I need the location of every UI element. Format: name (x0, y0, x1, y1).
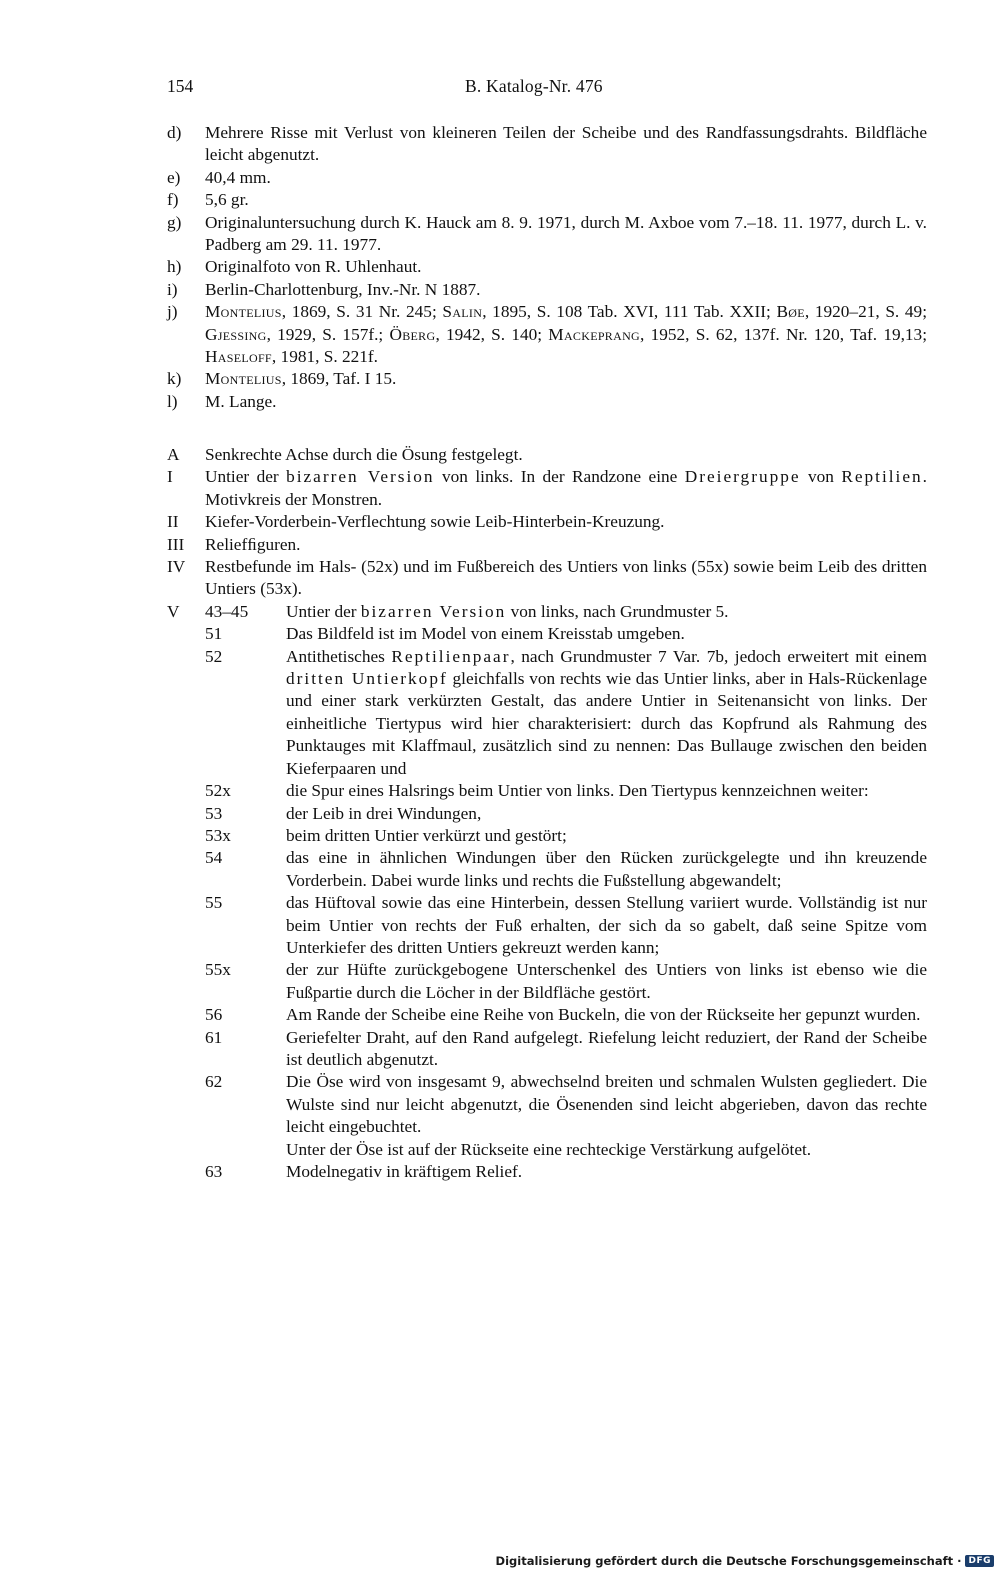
section-IV (167, 556, 927, 601)
motif-text: Modelnegativ in kräftigem Relief. (286, 1162, 523, 1181)
spaced-term: Reptilienpaar (391, 646, 511, 666)
section-V (167, 601, 927, 623)
motif-number: 54 (205, 848, 223, 868)
spaced-term: bizarren Version (360, 601, 507, 621)
entry-e (167, 167, 927, 189)
entry-label: i) (167, 279, 178, 299)
motif-row (205, 601, 927, 623)
motif-row (205, 1027, 927, 1072)
citation: , 1869, S. 31 Nr. 245; (281, 302, 443, 322)
entry-label: d) (167, 123, 182, 142)
entry-text: Originaluntersuchung durch K. Hauck am 8. 9. 1971, durch M. Axboe vom 7.–18. 11. 1977, durch L. v. Padberg am 29. 11. 1977. (205, 212, 927, 255)
spaced-term: Reptilien (841, 467, 923, 487)
motif-number: 51 (205, 624, 223, 644)
text-run: gleichfalls von rechts wie das Untier links, aber in Hals-Rückenlage und einer stark verkürzten Gestalt, das andere Untier in Seitenansicht von links. Der einheitliche Tiertypus wird hier charakterisiert: durch das Kopfrund als Rahmung des Punktauges mit Klaffmaul, zusätzlich sind zu nennen: Das Bullauge zwischen den beiden Kieferpaaren und (286, 669, 927, 778)
section-label: II (167, 512, 179, 532)
motif-row (205, 825, 927, 847)
text-run: . Motivkreis der Monstren. (205, 467, 927, 509)
motif-number: 61 (205, 1027, 223, 1047)
entry-text: Originalfoto von R. Uhlenhaut. (205, 257, 422, 277)
author-name: Mackeprang (548, 324, 641, 344)
text-run: von links, nach Grundmuster 5. (506, 601, 729, 621)
motif-row (205, 1004, 927, 1026)
running-title: B. Katalog-Nr. 476 (465, 76, 603, 96)
entry-j (167, 301, 927, 368)
motif-text: Unter der Öse ist auf der Rückseite eine rechteckige Verstärkung aufgelötet. (286, 1139, 812, 1159)
entry-label: j) (167, 302, 178, 322)
section-text: Reliefﬁguren. (205, 534, 301, 554)
entry-label: g) (167, 212, 182, 232)
citation: , 1981, S. 221f. (271, 347, 378, 367)
spaced-term: dritten Untierkopf (286, 669, 448, 689)
author-name: Salin (442, 302, 483, 322)
entry-text: Mehrere Risse mit Verlust von kleineren Teilen der Scheibe und des Randfassungsdrahts. Bildfläche leicht abgenutzt. (205, 123, 927, 165)
section-text: Senkrechte Achse durch die Ösung festgelegt. (205, 445, 523, 464)
motif-number: 55 (205, 893, 223, 913)
motif-row (205, 803, 927, 825)
section-label: I (167, 467, 173, 487)
author-name: Montelius (205, 302, 282, 322)
motif-text: die Spur eines Halsrings beim Untier von links. Den Tiertypus kennzeichnen weiter: (286, 781, 869, 801)
section-text (205, 466, 927, 511)
motif-row (205, 646, 927, 780)
text-run: von (800, 467, 842, 487)
entry-label: l) (167, 391, 178, 411)
motif-number: 63 (205, 1162, 223, 1181)
citation: , 1929, S. 157f.; (266, 324, 390, 344)
section-I (167, 466, 927, 511)
dfg-logo-icon: DFG (965, 1555, 994, 1567)
entry-l (167, 391, 927, 413)
entry-label: k) (167, 369, 182, 389)
motif-number: 53x (205, 825, 231, 845)
citation: , 1895, S. 108 Tab. XVI, 111 Tab. XXII; (482, 302, 777, 322)
footer-text: Digitalisierung gefördert durch die Deutsche Forschungsgemeinschaft · (495, 1554, 962, 1568)
citation: , 1942, S. 140; (435, 324, 549, 344)
figure-reference (205, 368, 927, 390)
entry-text: 40,4 mm. (205, 167, 271, 187)
motif-number: 55x (205, 960, 231, 980)
section-III (167, 534, 927, 556)
motif-text: das Hüftoval sowie das eine Hinterbein, dessen Stellung variiert wurde. Vollständig ist nur beim Untier von rechts der Fuß erhalten, der sich da so gabelt, daß seine Spitze vom Unterkiefer des dritten Untiers gekreuzt werden kann; (286, 893, 927, 957)
citation: , 1952, S. 62, 137f. Nr. 120, Taf. 19,13; (640, 324, 928, 344)
text-run: Untier der (286, 601, 361, 621)
entry-label: h) (167, 257, 182, 277)
section-label: V (167, 601, 180, 621)
entry-label: e) (167, 167, 181, 187)
author-name: Montelius (205, 369, 282, 389)
spaced-term: bizarren Version (286, 467, 435, 487)
motif-number: 43–45 (205, 601, 249, 621)
motif-row (205, 623, 927, 645)
motif-number: 52 (205, 646, 223, 666)
entry-k (167, 368, 927, 390)
section-V-body (205, 601, 927, 623)
motif-text: Am Rande der Scheibe eine Reihe von Buckeln, die von der Rückseite her gepunzt wurden. (286, 1005, 921, 1025)
entry-label: f) (167, 190, 179, 210)
entry-text: M. Lange. (205, 391, 277, 411)
bibliography-text (205, 301, 927, 368)
section-A (167, 444, 927, 466)
citation: , 1920–21, S. 49; (804, 302, 927, 322)
section-II (167, 511, 927, 533)
author-name: Öberg (389, 324, 436, 344)
entry-h (167, 256, 927, 278)
entry-d (167, 122, 927, 167)
motif-text: Das Bildfeld ist im Model von einem Kreisstab umgeben. (286, 624, 685, 644)
motif-text: beim dritten Untier verkürzt und gestört; (286, 825, 567, 845)
motif-row (205, 1161, 927, 1183)
author-name: Haseloff (205, 347, 272, 367)
entry-i (167, 279, 927, 301)
motif-text: das eine in ähnlichen Windungen über den Rücken zurückgelegte und ihn kreuzende Vorderbein. Dabei wurde links und rechts die Fußstellung abgewandelt; (286, 848, 927, 890)
motif-row (205, 1139, 927, 1161)
page-number: 154 (167, 76, 194, 96)
entry-text: 5,6 gr. (205, 190, 249, 210)
citation: , 1869, Taf. I 15. (281, 369, 397, 389)
author-name: Gjessing (205, 324, 267, 344)
motif-text: Die Öse wird von insgesamt 9, abwechselnd breiten und schmalen Wulsten gegliedert. Die Wulste sind nur leicht abgenutzt, die Ösenenden sind leicht abgerieben, davon das rechte leicht eingebuchtet. (286, 1072, 927, 1137)
motif-row (205, 847, 927, 892)
digitization-footer (496, 1553, 994, 1569)
motif-row (205, 780, 927, 802)
entry-f (167, 189, 927, 211)
entry-g (167, 212, 927, 257)
catalog-entries (167, 122, 927, 413)
motif-text (286, 601, 927, 623)
section-text: Restbefunde im Hals- (52x) und im Fußbereich des Untiers von links (55x) sowie beim Leib des dritten Untiers (53x). (205, 557, 927, 599)
section-label: IV (167, 557, 186, 577)
motif-list (205, 623, 927, 1183)
motif-number: 62 (205, 1072, 223, 1092)
text-run: von links. In der Randzone eine (434, 467, 685, 487)
motif-row (205, 1071, 927, 1138)
motif-text: der zur Hüfte zurückgebogene Unterschenkel des Untiers von links ist ebenso wie die Fußpartie durch die Löcher in der Bildfläche gestört. (286, 960, 927, 1002)
motif-number: 56 (205, 1005, 223, 1025)
motif-text: Geriefelter Draht, auf den Rand aufgelegt. Riefelung leicht reduziert, der Rand der Scheibe ist deutlich abgenutzt. (286, 1027, 927, 1069)
section-label: A (167, 445, 180, 464)
motif-number: 53 (205, 803, 223, 823)
page-header (167, 76, 927, 102)
author-name: Bøe (776, 302, 805, 322)
description-section (167, 444, 927, 1183)
section-label: III (167, 534, 185, 554)
motif-row (205, 959, 927, 1004)
section-text: Kiefer-Vorderbein-Verflechtung sowie Leib-Hinterbein-Kreuzung. (205, 512, 665, 532)
motif-number: 52x (205, 781, 231, 801)
text-run: Antithetisches (286, 646, 392, 666)
text-run: Untier der (205, 467, 287, 487)
motif-row (205, 892, 927, 959)
entry-text: Berlin-Charlottenburg, Inv.-Nr. N 1887. (205, 279, 481, 299)
motif-text: der Leib in drei Windungen, (286, 803, 482, 823)
motif-text (286, 646, 927, 780)
spaced-term: Dreiergruppe (684, 467, 801, 487)
text-run: , nach Grundmuster 7 Var. 7b, jedoch erweitert mit einem (510, 646, 927, 666)
